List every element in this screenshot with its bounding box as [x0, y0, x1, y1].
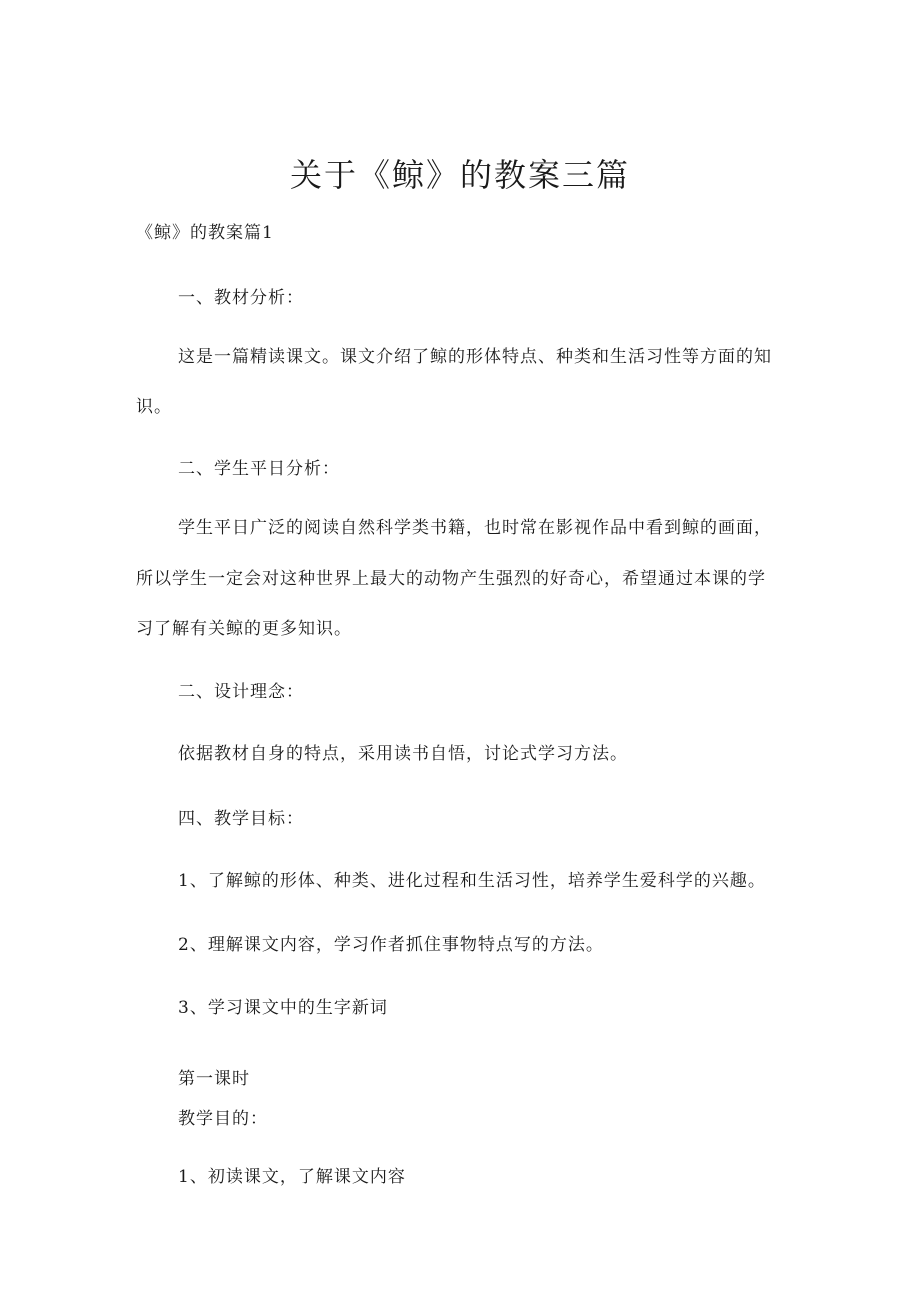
paragraph-line: 所以学生一定会对这种世界上最大的动物产生强烈的好奇心，希望通过本课的学: [136, 569, 766, 589]
aim-label: 教学目的：: [178, 1109, 268, 1129]
paragraph-line: 习了解有关鲸的更多知识。: [136, 619, 352, 639]
heading-teaching-goals: 四、教学目标：: [178, 809, 304, 829]
paragraph-line: 这是一篇精读课文。课文介绍了鲸的形体特点、种类和生活习性等方面的知: [178, 347, 772, 367]
lesson-label: 第一课时: [178, 1069, 250, 1089]
heading-student-analysis: 二、学生平日分析：: [178, 459, 340, 479]
page-title: 关于《鲸》的教案三篇: [289, 156, 630, 194]
heading-textbook-analysis: 一、教材分析：: [178, 288, 304, 308]
list-item: 2、理解课文内容，学习作者抓住事物特点写的方法。: [178, 935, 604, 955]
paragraph-line: 识。: [136, 397, 172, 417]
paragraph-line: 依据教材自身的特点，采用读书自悟，讨论式学习方法。: [178, 744, 628, 764]
paragraph-line: 学生平日广泛的阅读自然科学类书籍，也时常在影视作品中看到鲸的画面，: [178, 518, 772, 538]
section-subtitle: 《鲸》的教案篇1: [136, 223, 274, 243]
list-item: 1、了解鲸的形体、种类、进化过程和生活习性，培养学生爱科学的兴趣。: [178, 871, 766, 891]
list-item: 1、初读课文，了解课文内容: [178, 1167, 406, 1187]
list-item: 3、学习课文中的生字新词: [178, 998, 388, 1018]
heading-design-concept: 二、设计理念：: [178, 682, 304, 702]
